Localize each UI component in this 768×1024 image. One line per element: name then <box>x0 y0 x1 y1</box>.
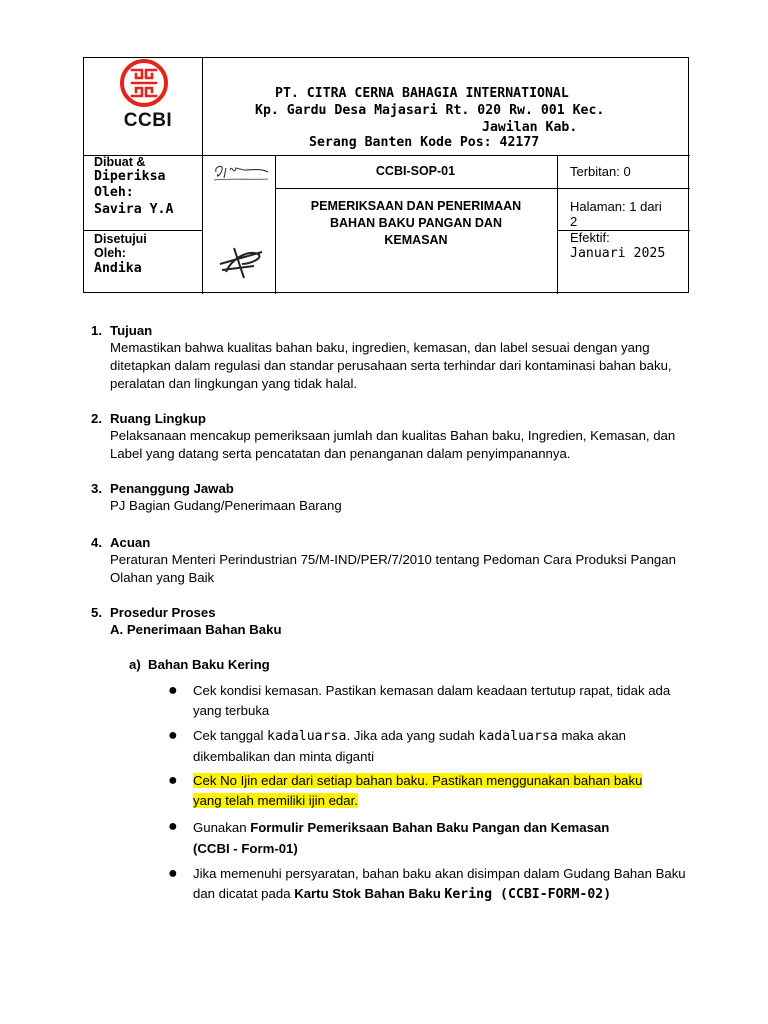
section-title: Tujuan <box>110 323 153 338</box>
bullet-icon: ● <box>168 818 178 835</box>
bullet-text: Cek No Ijin edar dari setiap bahan baku. Pastikan menggunakan bahan baku yang telah memiliki ijin edar. <box>193 773 643 808</box>
subsection-a: A. Penerimaan Bahan Baku <box>110 622 282 637</box>
disetujui-oleh-label: Oleh: <box>94 246 126 260</box>
section-body: PJ Bagian Gudang/Penerimaan Barang <box>110 498 342 513</box>
bullet-text: Gunakan Formulir Pemeriksaan Bahan Baku Pangan dan Kemasan (CCBI - Form-01) <box>193 820 610 856</box>
bullet-icon: ● <box>168 682 178 699</box>
bullet-icon: ● <box>168 865 178 882</box>
doc-code: CCBI-SOP-01 <box>375 164 456 178</box>
dibuat-label: Dibuat & <box>94 155 146 169</box>
signature-andika <box>214 244 270 282</box>
section-number: 5. <box>91 605 102 620</box>
signature-savira <box>210 158 272 186</box>
logo-text: CCBI <box>123 110 173 131</box>
section-number: 2. <box>91 411 102 426</box>
efektif-label: Efektif: <box>570 230 610 245</box>
section-number: 3. <box>91 481 102 496</box>
section-title: Penanggung Jawab <box>110 481 234 496</box>
section-body: Memastikan bahwa kualitas bahan baku, ingredien, kemasan, dan label sesuai dengan yang ditetapkan dalam regulasi dan standar perusahaan serta terhindar dari kontaminasi bahan baku, peralatan dan lingkungan yang tidak halal. <box>110 340 672 391</box>
section-title: Acuan <box>110 535 151 550</box>
terbitan: Terbitan: 0 <box>570 164 631 179</box>
bullet-icon: ● <box>168 727 178 744</box>
bullet-text: Cek kondisi kemasan. Pastikan kemasan dalam keadaan tertutup rapat, tidak ada yang terbuka <box>193 683 671 718</box>
bullet-text: Cek tanggal kadaluarsa. Jika ada yang sudah kadaluarsa maka akan dikembalikan dan minta diganti <box>193 728 627 764</box>
section-number: 1. <box>91 323 102 338</box>
oleh-label: Oleh: <box>94 185 134 200</box>
section-title: Ruang Lingkup <box>110 411 206 426</box>
disetujui-label: Disetujui <box>94 232 147 246</box>
section-title: Prosedur Proses <box>110 605 216 620</box>
halaman-2: 2 <box>570 214 578 229</box>
company-address-1: Kp. Gardu Desa Majasari Rt. 020 Rw. 001 Kec. <box>255 103 605 118</box>
bullet-text: Jika memenuhi persyaratan, bahan baku akan disimpan dalam Gudang Bahan Baku dan dicatat pada Kartu Stok Bahan Baku Kering (CCBI-FORM-02) <box>193 866 686 902</box>
efektif-date: Januari 2025 <box>570 246 666 261</box>
diperiksa-label: Diperiksa <box>94 169 166 184</box>
section-body: Peraturan Menteri Perindustrian 75/M-IND/PER/7/2010 tentang Pedoman Cara Produksi Pangan Olahan yang Baik <box>110 552 676 585</box>
company-logo <box>112 54 178 132</box>
section-number: 4. <box>91 535 102 550</box>
section-body: Pelaksanaan mencakup pemeriksaan jumlah dan kualitas Bahan baku, Ingredien, Kemasan, dan Label yang datang serta pencatatan dan penanganan dalam penyimpanannya. <box>110 428 676 461</box>
company-address-3: Serang Banten Kode Pos: 42177 <box>309 135 540 150</box>
halaman-1: Halaman: 1 dari <box>570 199 662 214</box>
dibuat-name: Savira Y.A <box>94 202 174 217</box>
company-name: PT. CITRA CERNA BAHAGIA INTERNATIONAL <box>275 86 569 101</box>
bullet-icon: ● <box>168 772 178 789</box>
disetujui-name: Andika <box>94 261 142 276</box>
company-address-2: Jawilan Kab. <box>482 120 578 135</box>
subsection-a-a: a) Bahan Baku Kering <box>129 657 270 672</box>
doc-title: PEMERIKSAAN DAN PENERIMAAN BAHAN BAKU PANGAN DAN KEMASAN <box>310 199 522 247</box>
